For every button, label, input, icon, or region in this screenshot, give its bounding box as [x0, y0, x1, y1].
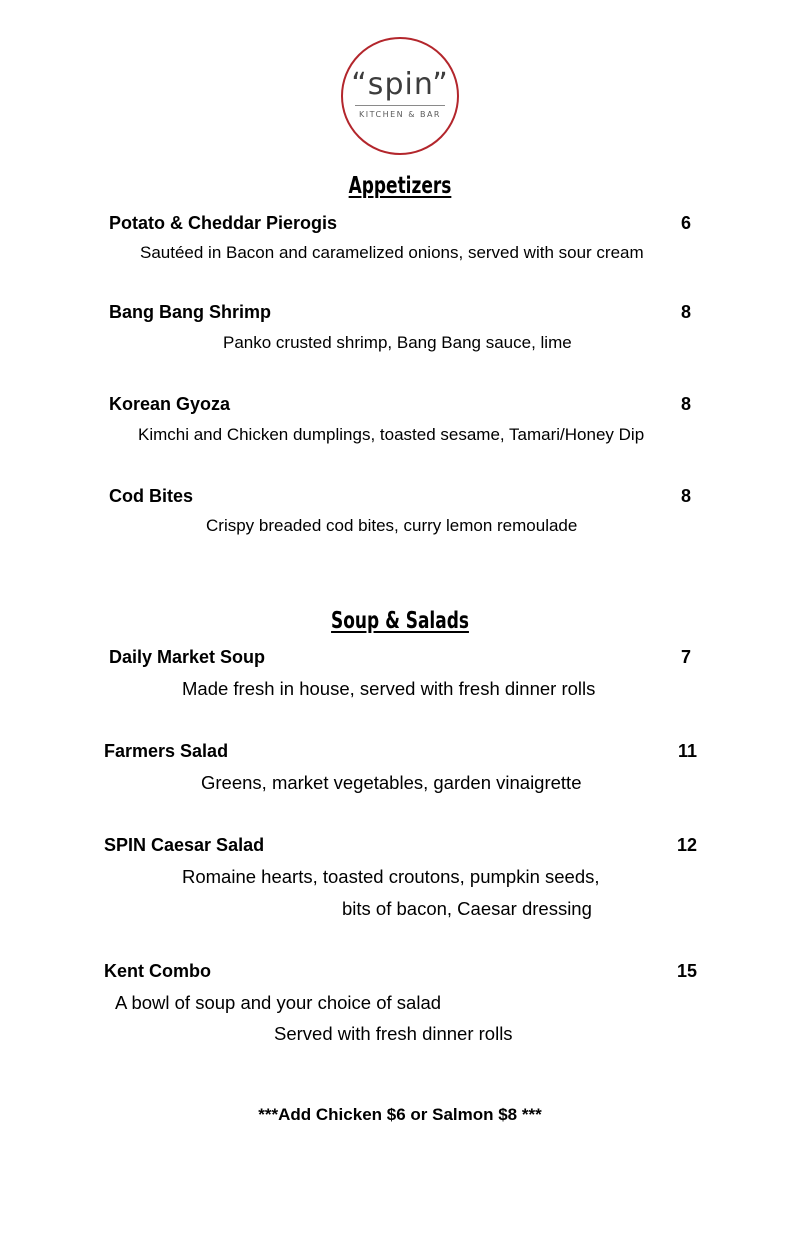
menu-item-description: Greens, market vegetables, garden vinaigrette — [201, 772, 582, 793]
logo-subtitle: KITCHEN & BAR — [358, 110, 441, 119]
appetizers-heading: Appetizers — [348, 173, 452, 199]
menu-item-description-line2: bits of bacon, Caesar dressing — [342, 898, 592, 919]
menu-item-name: Daily Market Soup — [109, 647, 266, 667]
restaurant-logo — [341, 37, 459, 155]
menu-item-description: Sautéed in Bacon and caramelized onions, served with sour cream — [140, 243, 644, 262]
menu-item-price: 8 — [680, 486, 691, 506]
menu-item-description: Panko crusted shrimp, Bang Bang sauce, lime — [223, 333, 572, 352]
menu-item-price: 7 — [680, 647, 691, 667]
menu-item-name: Farmers Salad — [104, 741, 229, 761]
menu-item-description: Kimchi and Chicken dumplings, toasted sesame, Tamari/Honey Dip — [138, 425, 645, 444]
menu-item-name: SPIN Caesar Salad — [104, 835, 265, 855]
menu-item-name: Cod Bites — [109, 486, 194, 506]
menu-item-name: Potato & Cheddar Pierogis — [109, 213, 338, 233]
addon-note: ***Add Chicken $6 or Salmon $8 *** — [258, 1105, 542, 1124]
menu-item-price: 12 — [676, 835, 697, 855]
menu-item-description: Crispy breaded cod bites, curry lemon remoulade — [206, 516, 578, 535]
menu-item-name: Bang Bang Shrimp — [109, 302, 272, 322]
menu-item-price: 6 — [680, 213, 691, 233]
menu-item-name: Korean Gyoza — [109, 394, 231, 414]
menu-item-price: 8 — [680, 394, 691, 414]
menu-item-price: 15 — [676, 961, 697, 981]
menu-item-description-line2: Served with fresh dinner rolls — [274, 1023, 513, 1044]
menu-item-description-line1: A bowl of soup and your choice of salad — [115, 992, 442, 1013]
menu-item-description: Made fresh in house, served with fresh dinner rolls — [182, 678, 596, 699]
logo-wordmark: “spin” — [351, 67, 449, 102]
soups-salads-heading: Soup & Salads — [331, 608, 469, 634]
menu-item-price: 11 — [677, 741, 697, 761]
logo-divider — [355, 105, 445, 106]
menu-item-name: Kent Combo — [104, 961, 211, 981]
menu-item-price: 8 — [680, 302, 691, 322]
menu-item-description-line1: Romaine hearts, toasted croutons, pumpkin seeds, — [182, 866, 600, 887]
